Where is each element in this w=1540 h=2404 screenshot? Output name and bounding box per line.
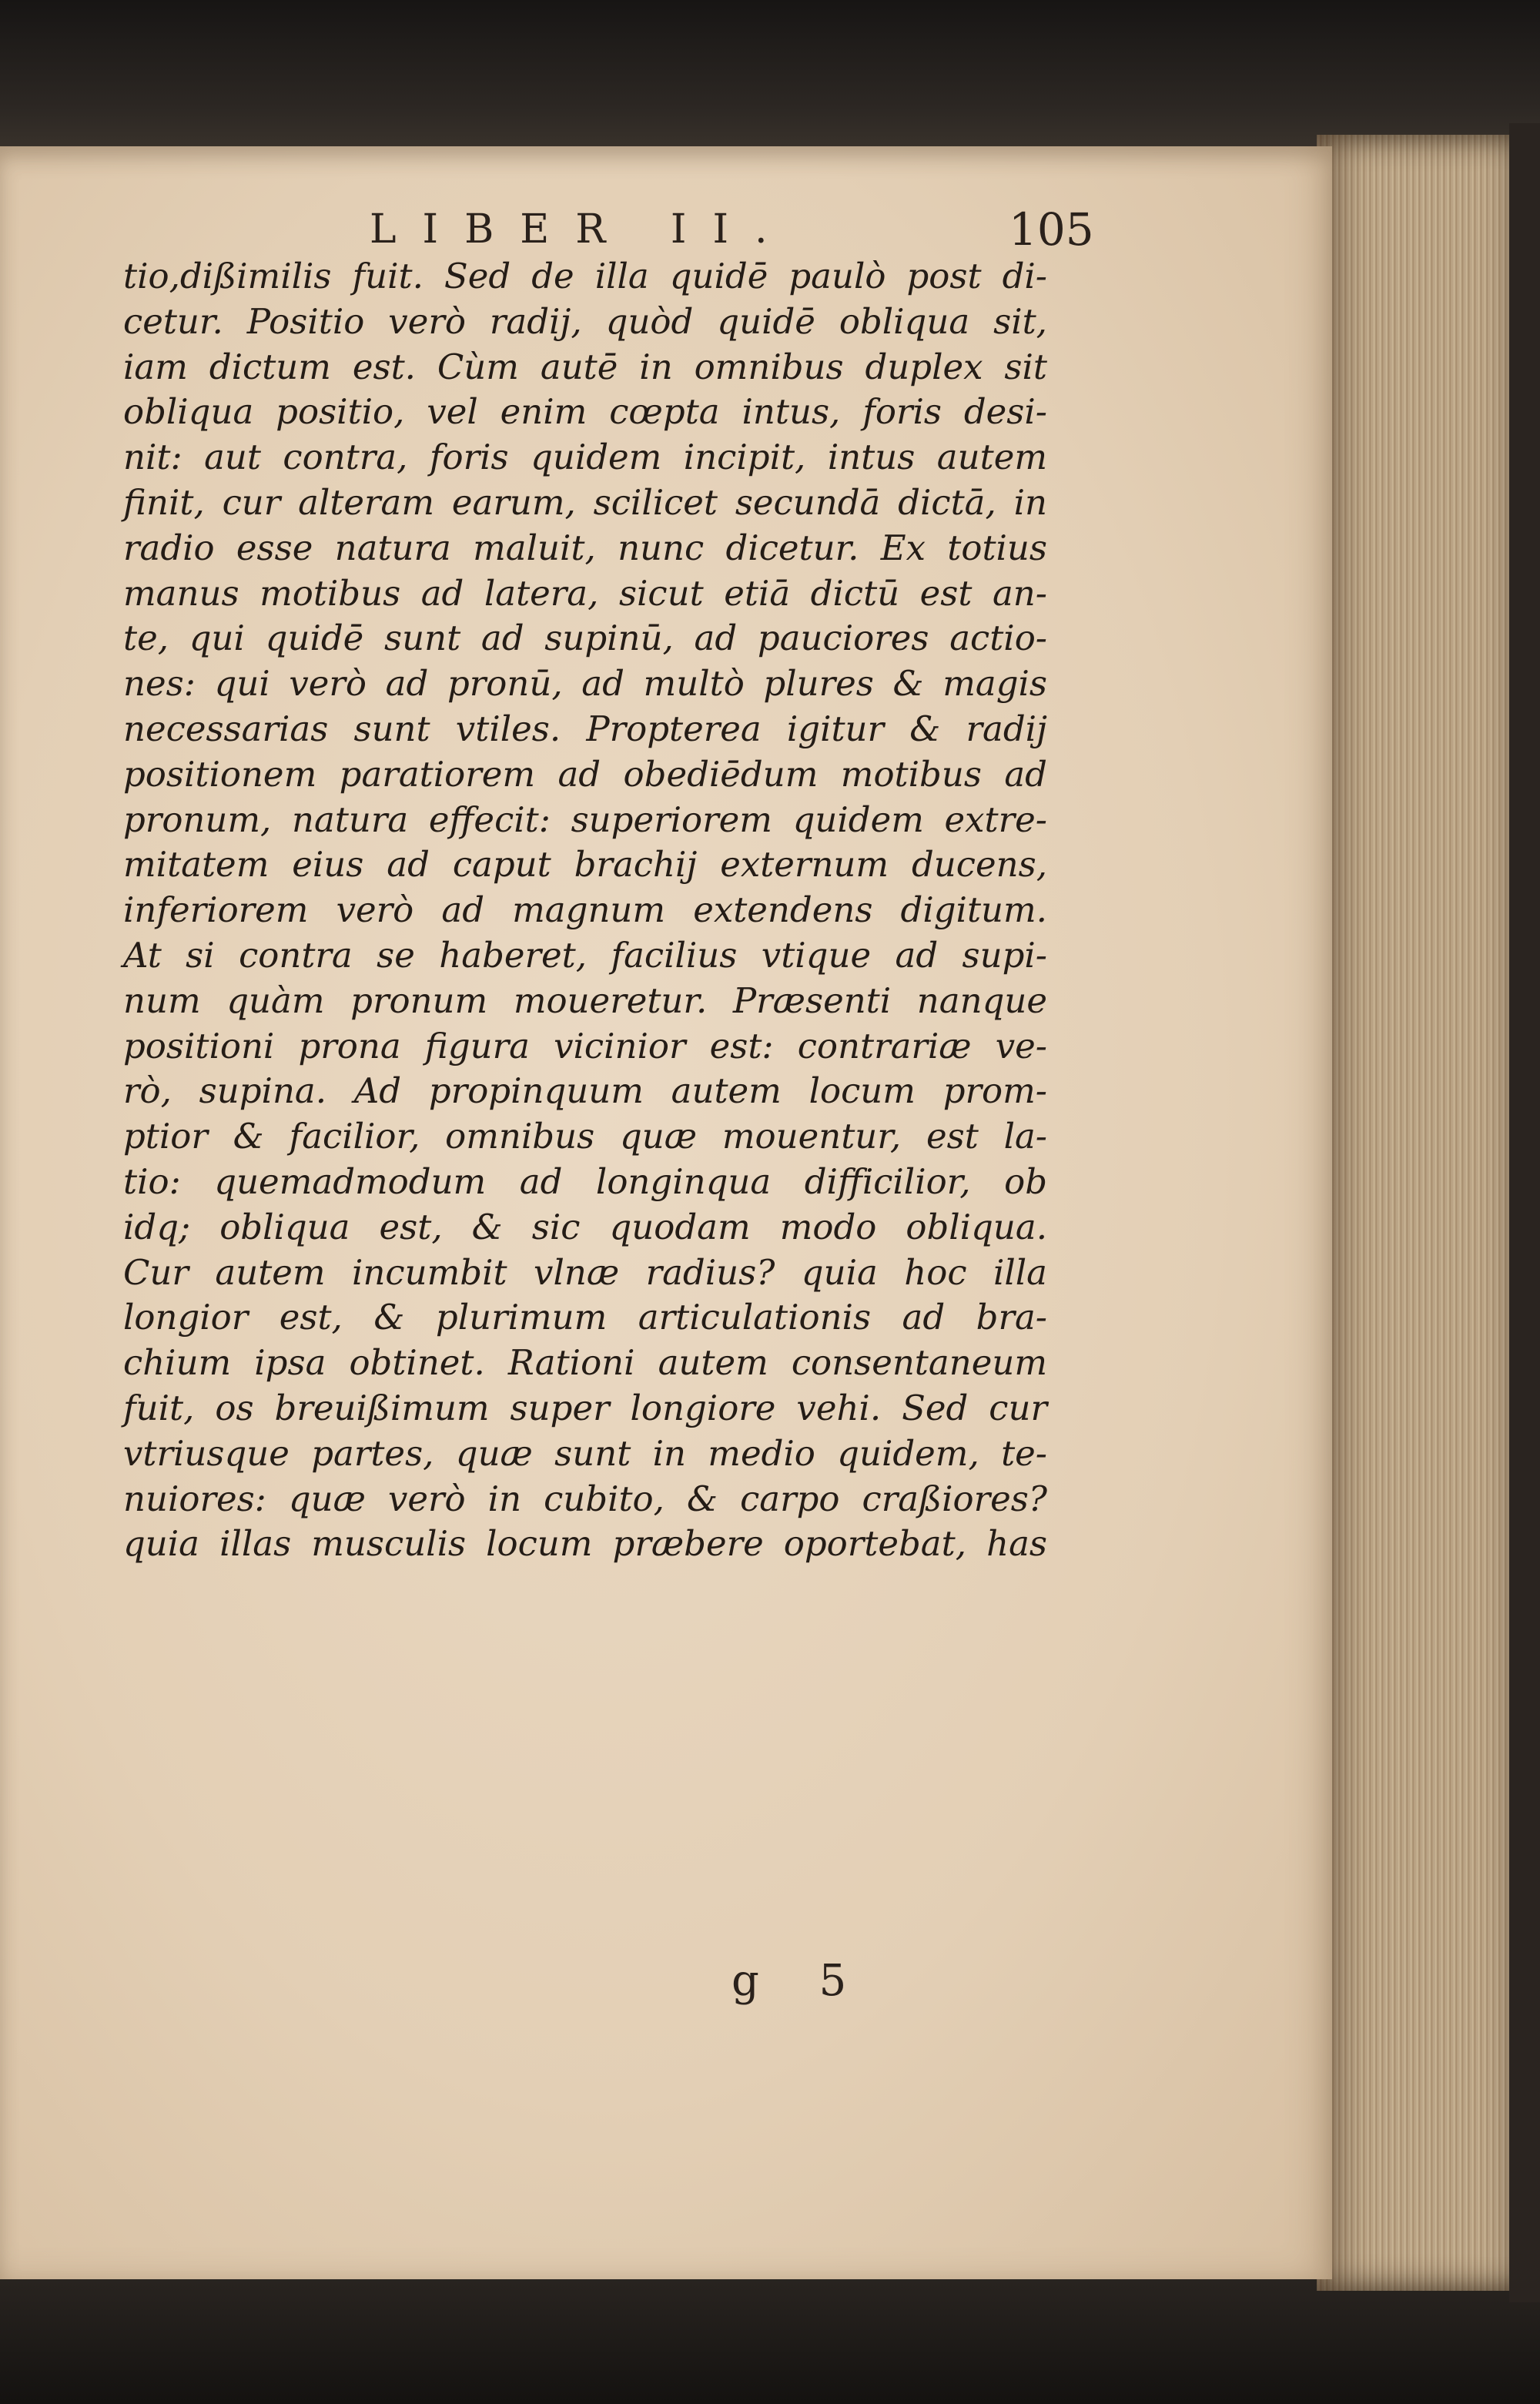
text-line: idq; obliqua est, & sic quodam modo obliqua. (123, 1206, 1047, 1247)
text-line: manus motibus ad latera, sicut etiā dictū est an- (123, 572, 1047, 614)
running-head (123, 203, 1094, 256)
text-line: pronum, natura effecit: superiorem quidem extre- (123, 799, 1047, 840)
text-line: iam dictum est. Cùm autē in omnibus duplex sit (123, 346, 1047, 387)
text-line: rò, supina. Ad propinquum autem locum prom- (123, 1070, 1047, 1112)
text-line: obliqua positio, vel enim cœpta intus, foris desi- (123, 391, 1047, 433)
body-text (123, 254, 1047, 1567)
signature-mark: g 5 (732, 1956, 870, 2006)
text-line: cetur. Positio verò radij, quòd quidē obliqua sit, (123, 300, 1047, 342)
text-line: vtriusque partes, quæ sunt in medio quidem, te- (123, 1432, 1047, 1474)
page-number: 105 (1009, 203, 1094, 256)
text-line: num quàm pronum moueretur. Præsenti nanque (123, 979, 1047, 1021)
text-line: tio,dißimilis fuit. Sed de illa quidē paulò post di- (123, 256, 1047, 296)
text-line: nuiores: quæ verò in cubito, & carpo craßiores? (123, 1478, 1047, 1519)
text-line: quia illas musculis locum præbere oportebat, has (123, 1523, 1047, 1565)
text-line: nit: aut contra, foris quidem incipit, intus autem (123, 437, 1047, 478)
text-line: te, qui quidē sunt ad supinū, ad pauciores actio- (123, 618, 1047, 659)
text-line: chium ipsa obtinet. Rationi autem consentaneum (123, 1342, 1047, 1384)
running-title: LIBER II. (370, 206, 794, 253)
text-line: Cur autem incumbit vlnæ radius? quia hoc illa (123, 1251, 1047, 1293)
text-line: ptior & facilior, omnibus quæ mouentur, est la- (123, 1116, 1047, 1157)
text-line: fuit, os breuißimum super longiore vehi. Sed cur (123, 1387, 1047, 1428)
text-line: mitatem eius ad caput brachij externum ducens, (123, 844, 1047, 886)
text-line: positioni prona figura vicinior est: contrariæ ve- (123, 1025, 1047, 1066)
text-line: finit, cur alteram earum, scilicet secundā dictā, in (123, 481, 1047, 523)
text-line: nes: qui verò ad pronū, ad multò plures & magis (123, 663, 1047, 705)
text-line: longior est, & plurimum articulationis ad bra- (123, 1297, 1047, 1338)
text-line: tio: quemadmodum ad longinqua difficilior, ob (123, 1160, 1047, 1202)
text-line: radio esse natura maluit, nunc dicetur. Ex totius (123, 527, 1047, 568)
page-fore-edge (1317, 135, 1540, 2291)
book-backdrop-top (0, 0, 1540, 154)
book-backdrop-bottom (0, 2264, 1540, 2404)
text-line: positionem paratiorem ad obediēdum motibus ad (123, 753, 1047, 795)
book-cover-edge (1509, 123, 1540, 2302)
text-line: necessarias sunt vtiles. Propterea igitur & radij (123, 708, 1047, 749)
text-line: inferiorem verò ad magnum extendens digitum. (123, 889, 1047, 931)
text-line: At si contra se haberet, facilius vtique ad supi- (123, 934, 1047, 976)
